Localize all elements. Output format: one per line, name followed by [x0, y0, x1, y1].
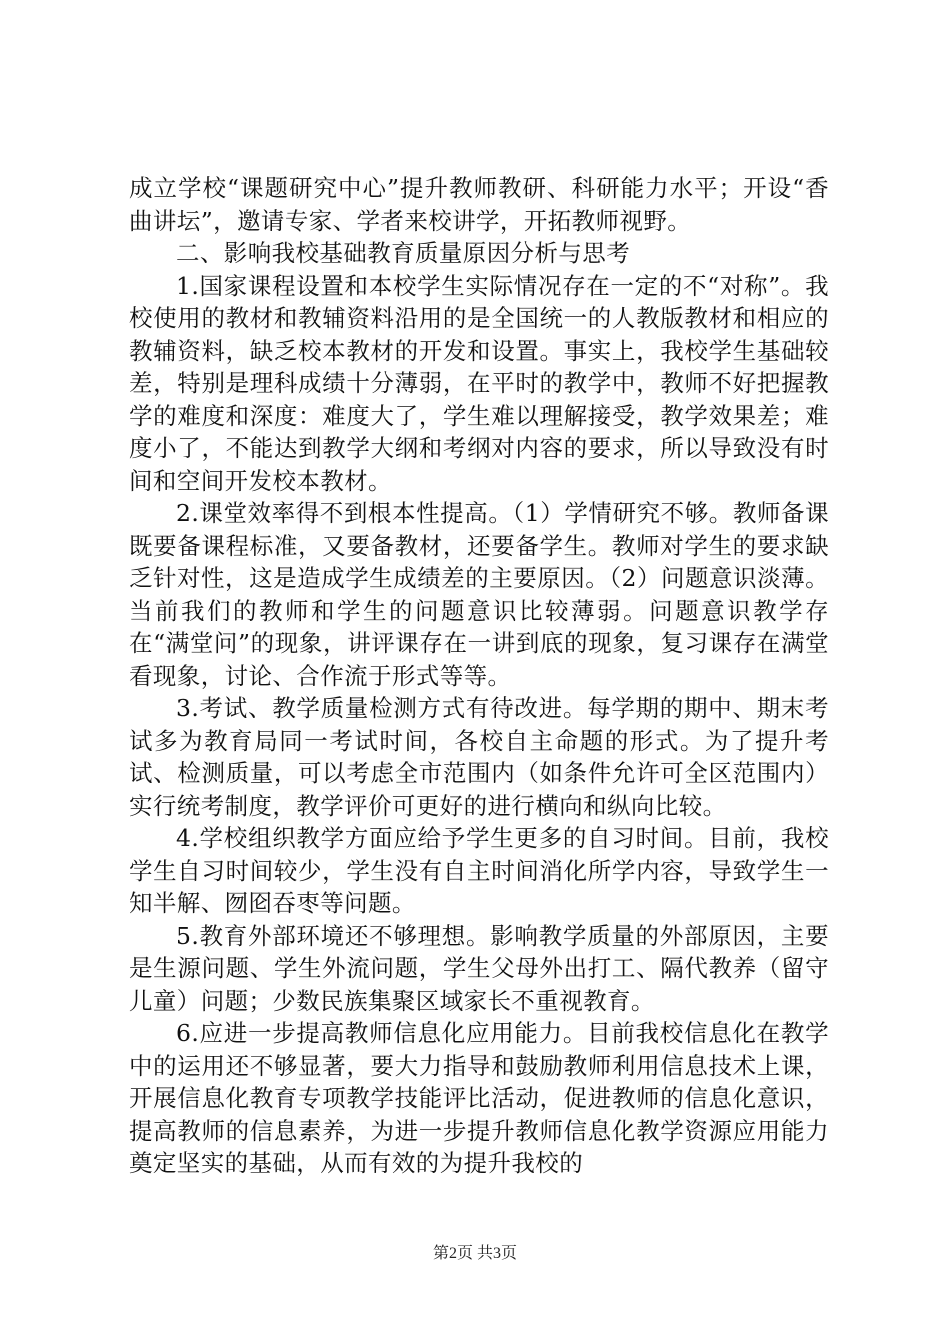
paragraph-item-6: 6.应进一步提高教师信息化应用能力。目前我校信息化在教学中的运用还不够显著，要大力指导和鼓励教师利用信息技术上课，开展信息化教育专项教学技能评比活动，促进教师的信息化意识，提高教师的信息素养，为进一步提升教师信息化教学资源应用能力奠定坚实的基础，从而有效的为提升我校的 [129, 1019, 829, 1177]
paragraph-item-1: 1.国家课程设置和本校学生实际情况存在一定的不“对称”。我校使用的教材和教辅资料沿用的是全国统一的人教版教材和相应的教辅资料，缺乏校本教材的开发和设置。事实上，我校学生基础较差，特别是理科成绩十分薄弱，在平时的教学中，教师不好把握教学的难度和深度：难度大了，学生难以理解接受，教学效果差；难度小了，不能达到教学大纲和考纲对内容的要求，所以导致没有时间和空间开发校本教材。 [129, 271, 829, 495]
paragraph-item-3: 3.考试、教学质量检测方式有待改进。每学期的期中、期末考试多为教育局同一考试时间，各校自主命题的形式。为了提升考试、检测质量，可以考虑全市范围内（如条件允许可全区范围内）实行统考制度，教学评价可更好的进行横向和纵向比较。 [129, 694, 829, 820]
paragraph-continuation: 成立学校“课题研究中心”提升教师教研、科研能力水平；开设“香曲讲坛”，邀请专家、学者来校讲学，开拓教师视野。 [129, 174, 829, 235]
paragraph-item-5: 5.教育外部环境还不够理想。影响教学质量的外部原因，主要是生源问题、学生外流问题，学生父母外出打工、隔代教养（留守儿童）问题；少数民族集聚区域家长不重视教育。 [129, 921, 829, 1015]
paragraph-item-4: 4.学校组织教学方面应给予学生更多的自习时间。目前，我校学生自习时间较少，学生没有自主时间消化所学内容，导致学生一知半解、囫囵吞枣等问题。 [129, 824, 829, 917]
section-heading: 二、影响我校基础教育质量原因分析与思考 [176, 239, 631, 267]
page-number-label: 第2页 共3页 [432, 1245, 517, 1262]
page-footer [0, 1244, 950, 1264]
document-body [129, 172, 829, 1180]
paragraph-item-2: 2.课堂效率得不到根本性提高。（1）学情研究不够。教师备课既要备课程标准，又要备教材，还要备学生。教师对学生的要求缺乏针对性，这是造成学生成绩差的主要原因。（2）问题意识淡薄。当前我们的教师和学生的问题意识比较薄弱。问题意识教学存在“满堂问”的现象，讲评课存在一讲到底的现象，复习课存在满堂看现象，讨论、合作流于形式等等。 [129, 499, 829, 690]
